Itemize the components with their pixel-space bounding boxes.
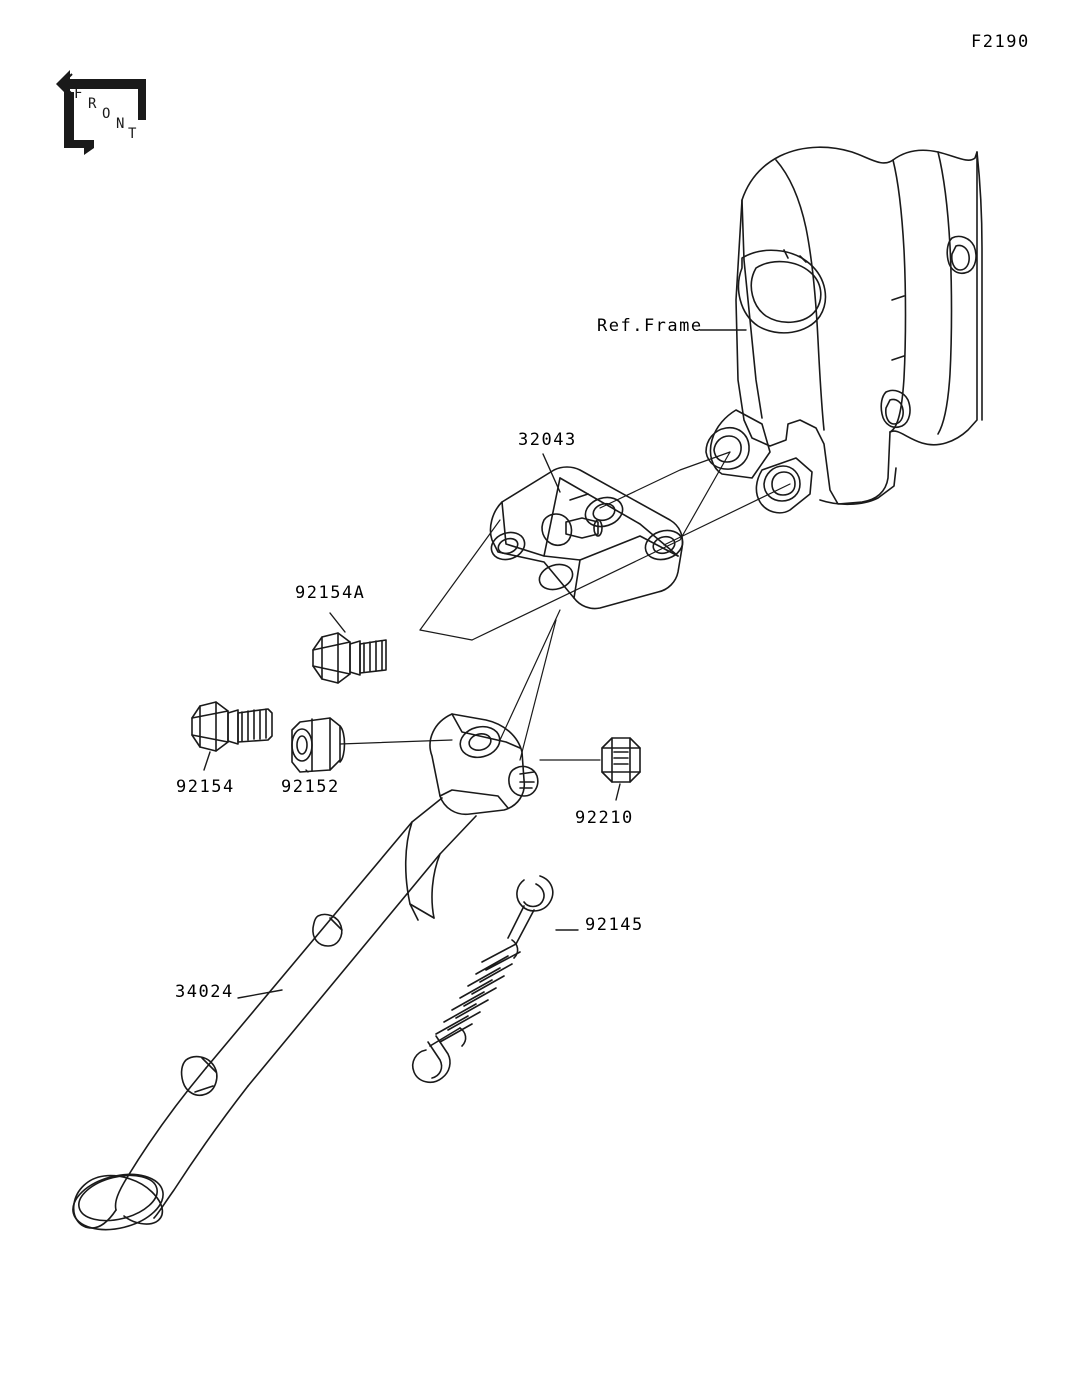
spring-92145 xyxy=(413,876,553,1082)
leader-92154 xyxy=(204,752,210,770)
label-part-92154a: 92154A xyxy=(295,583,366,603)
front-letter-t: T xyxy=(128,126,137,142)
label-part-92154: 92154 xyxy=(176,777,235,797)
leader-34024 xyxy=(238,990,282,998)
alignment-line-3 xyxy=(420,630,472,640)
front-letter-o: O xyxy=(102,106,111,122)
front-letter-f: F xyxy=(74,86,83,102)
alignment-line-7 xyxy=(520,620,556,760)
front-letter-r: R xyxy=(88,96,97,112)
alignment-line-collar xyxy=(340,740,452,744)
bolt-92154a xyxy=(313,633,386,683)
label-part-32043: 32043 xyxy=(518,430,577,450)
nut-92210 xyxy=(602,738,640,782)
label-ref-frame: Ref.Frame xyxy=(597,316,703,336)
figure-code-label: F2190 xyxy=(971,32,1030,52)
label-part-92145: 92145 xyxy=(585,915,644,935)
label-part-92210: 92210 xyxy=(575,808,634,828)
leader-92154a xyxy=(330,613,345,632)
leader-32043 xyxy=(543,454,560,492)
bracket-32043 xyxy=(488,467,687,609)
leader-92210 xyxy=(616,784,620,800)
frame-reference-part xyxy=(706,147,982,513)
alignment-line-1 xyxy=(420,520,500,630)
alignment-line-4 xyxy=(600,452,730,508)
label-part-34024: 34024 xyxy=(175,982,234,1002)
label-part-92152: 92152 xyxy=(281,777,340,797)
bolt-92154 xyxy=(192,702,272,751)
collar-92152 xyxy=(292,718,345,772)
alignment-line-5 xyxy=(664,484,790,545)
front-letter-n: N xyxy=(116,116,125,132)
